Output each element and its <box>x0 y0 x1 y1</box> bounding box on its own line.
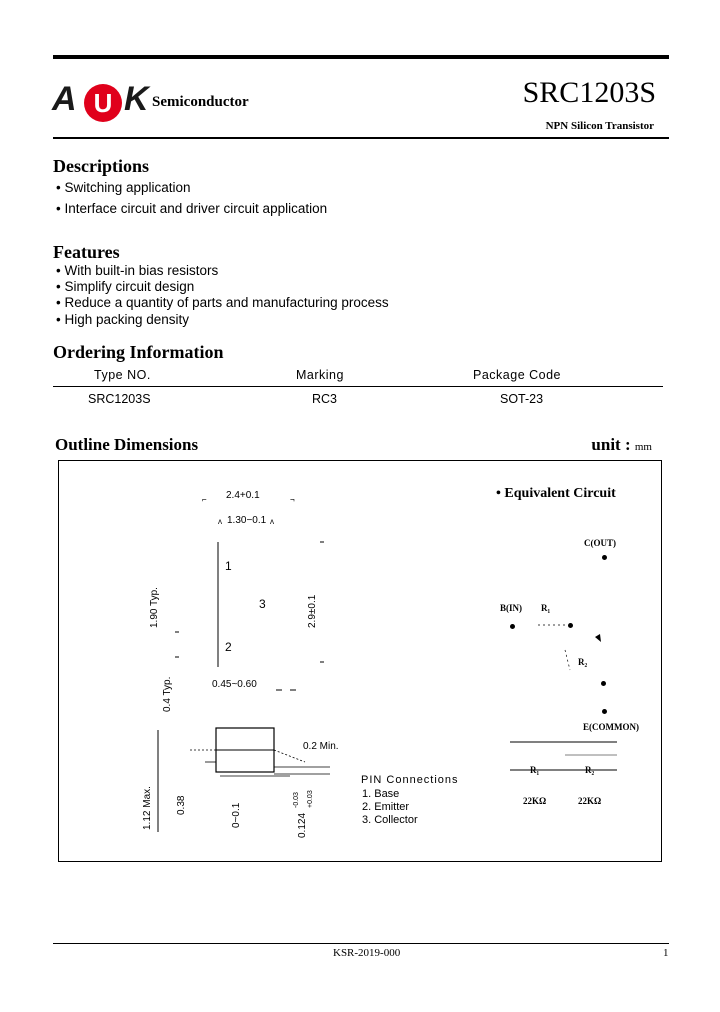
dim-038: 0.38 <box>176 795 187 815</box>
footer-rule <box>53 943 669 944</box>
resistor-table-header-r1: R₁ <box>530 765 540 775</box>
feature-item: • Simplify circuit design <box>56 279 195 294</box>
dim-tol-minus: -0.03 <box>293 792 300 808</box>
ordering-header-marking: Marking <box>296 368 344 382</box>
pin-connection-item: 2. Emitter <box>362 801 410 813</box>
node-c-dot <box>602 555 607 560</box>
ordering-cell-package: SOT-23 <box>500 392 544 406</box>
descriptions-heading: Descriptions <box>53 156 149 176</box>
header-bottom-rule <box>53 137 669 139</box>
ordering-table-rule <box>53 386 663 387</box>
label-r1: R₁ <box>541 603 551 613</box>
ordering-cell-type: SRC1203S <box>88 392 151 406</box>
features-heading: Features <box>53 242 120 262</box>
label-r2: R₂ <box>578 657 588 667</box>
node-e-dot <box>602 709 607 714</box>
dim-001: 0~0.1 <box>231 802 242 828</box>
svg-text:¬: ¬ <box>290 495 295 504</box>
pin-label-3: 3 <box>259 597 266 611</box>
dim-max-112: 1.12 Max. <box>142 786 153 830</box>
pin-connection-item: 1. Base <box>362 788 400 800</box>
pin-label-1: 1 <box>225 559 232 573</box>
ordering-cell-marking: RC3 <box>312 392 338 406</box>
svg-text:ʌ: ʌ <box>218 517 222 526</box>
dim-typ-190: 1.90 Typ. <box>149 587 160 628</box>
dim-lead-width: 0.45~0.60 <box>212 679 257 690</box>
equivalent-circuit-title: • Equivalent Circuit <box>496 486 616 501</box>
part-number: SRC1203S <box>522 76 656 109</box>
node-r1-dot <box>568 623 573 628</box>
dim-0124: 0.124 <box>297 812 308 838</box>
node-e-common: E(COMMON) <box>583 722 639 732</box>
description-item: • Switching application <box>56 180 191 195</box>
node-emitter-dot <box>601 681 606 686</box>
unit-label: unit : mm <box>591 435 652 454</box>
footer-doc-code: KSR-2019-000 <box>333 947 401 959</box>
node-c-out: C(OUT) <box>584 538 616 548</box>
resistor-table-header-r2: R₂ <box>585 765 595 775</box>
dim-inner-width: 1.30−0.1 <box>227 515 267 526</box>
feature-item: • With built-in bias resistors <box>56 263 219 278</box>
dim-tol-plus: +0.03 <box>307 790 314 808</box>
feature-item: • Reduce a quantity of parts and manufacturing process <box>56 295 389 310</box>
subtitle: NPN Silicon Transistor <box>545 120 654 132</box>
dim-top-width: 2.4+0.1 <box>226 490 260 501</box>
resistor-table-value-r2: 22KΩ <box>578 796 602 806</box>
ordering-heading: Ordering Information <box>53 342 224 362</box>
footer-page-number: 1 <box>663 947 669 959</box>
description-item: • Interface circuit and driver circuit application <box>56 201 328 216</box>
dim-typ-04: 0.4 Typ. <box>162 676 173 712</box>
svg-text:⌐: ⌐ <box>202 495 207 504</box>
logo-letter-a: A <box>52 80 77 118</box>
logo-letter-k: K <box>124 80 149 118</box>
header-top-rule <box>53 55 669 59</box>
outline-heading: Outline Dimensions <box>55 435 199 454</box>
node-b-dot <box>510 624 515 629</box>
logo-letter-u: U <box>84 84 122 122</box>
logo-text: Semiconductor <box>152 94 249 110</box>
dim-min-02: 0.2 Min. <box>303 741 339 752</box>
ordering-header-package: Package Code <box>473 368 562 382</box>
svg-text:ʌ: ʌ <box>270 517 274 526</box>
resistor-table-value-r1: 22KΩ <box>523 796 547 806</box>
dim-height: 2.9±0.1 <box>307 594 318 628</box>
pin-connection-item: 3. Collector <box>362 814 418 826</box>
ordering-header-type: Type NO. <box>94 368 151 382</box>
feature-item: • High packing density <box>56 312 190 327</box>
pin-label-2: 2 <box>225 640 232 654</box>
node-b-in: B(IN) <box>500 603 522 613</box>
pin-connections-title: PIN Connections <box>361 774 459 786</box>
